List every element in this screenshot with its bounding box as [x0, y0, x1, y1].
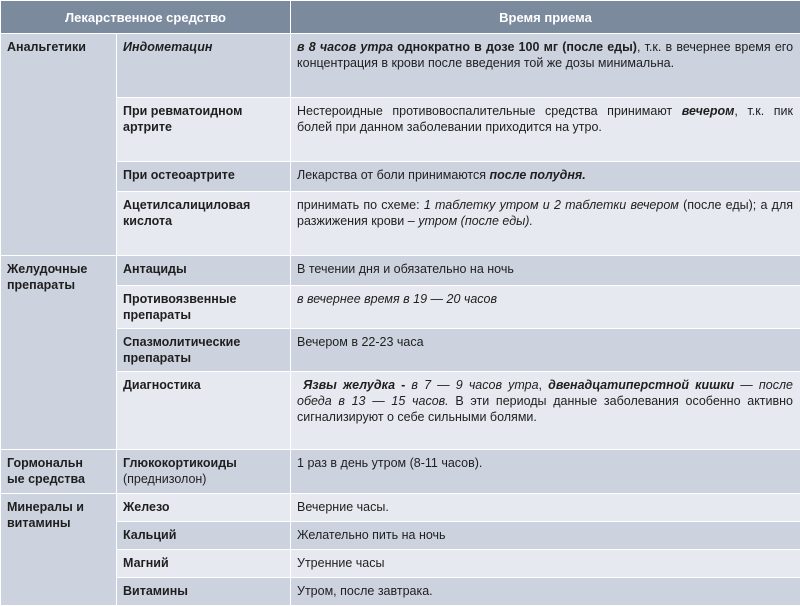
table-row [1, 192, 800, 256]
table-row [1, 162, 800, 192]
table-row [1, 578, 800, 606]
time-part: — после обеда в 13 — 15 часов. [297, 378, 793, 408]
drug-indomethacin [117, 34, 291, 98]
time-antiulcer [291, 286, 800, 329]
drug-name: Индометацин [123, 40, 212, 54]
time-oa [291, 162, 800, 192]
time-calcium: Желательно пить на ночь [291, 522, 800, 550]
group-hormonal [1, 450, 117, 494]
time-part: , [539, 378, 549, 392]
drug-spasmolytic: Спазмолитические препараты [117, 329, 291, 372]
table-row [1, 286, 800, 329]
table-row [1, 34, 800, 98]
drug-aspirin: Ацетилсалициловая кислота [117, 192, 291, 256]
time-indomethacin [291, 34, 800, 98]
table-row [1, 256, 800, 286]
table-row [1, 450, 800, 494]
drug-note: (преднизолон) [123, 472, 206, 486]
time-part: Лекарства от боли принимаются [297, 168, 489, 182]
time-diagnostics [291, 372, 800, 450]
time-part: (после еды); а для разжижения крови – [297, 198, 793, 228]
time-part: в 8 часов утра [297, 40, 393, 54]
time-part: однократно в дозе 100 мг (после еды) [393, 40, 637, 54]
time-part: В эти периоды данные заболевания особенно активно сигнализируют о себе сильными болями. [297, 394, 793, 424]
time-glucocorticoids: 1 раз в день утром (8-11 часов). [291, 450, 800, 494]
drug-antacids: Антациды [117, 256, 291, 286]
time-part: двенадцатиперстной кишки [548, 378, 734, 392]
time-part: - [395, 378, 411, 392]
time-part: 1 таблетку утром и 2 таблетки вечером [424, 198, 679, 212]
time-part: , т.к. пик болей при данном заболевании приходится на утро. [297, 104, 793, 134]
time-part: принимать по схеме: [297, 198, 424, 212]
time-magnesium: Утренние часы [291, 550, 800, 578]
drug-magnesium: Магний [117, 550, 291, 578]
table-row [1, 550, 800, 578]
drug-vitamins: Витамины [117, 578, 291, 606]
time-part: вечером [682, 104, 735, 118]
time-iron: Вечерние часы. [291, 494, 800, 522]
time-antacids: В течении дня и обязательно на ночь [291, 256, 800, 286]
drug-ra: При ревматоидном артрите [117, 98, 291, 162]
table-row [1, 522, 800, 550]
time-part: Нестероидные противовоспалительные средства принимают [297, 104, 682, 118]
table-row [1, 329, 800, 372]
table-row [1, 372, 800, 450]
table-row [1, 494, 800, 522]
group-label-part: Гормональн [7, 456, 83, 470]
time-spasmolytic: Вечером в 22-23 часа [291, 329, 800, 372]
time-part: Язвы желудка [303, 378, 395, 392]
time-part: утром (после еды). [418, 214, 533, 228]
drug-name: Глюкокортикоиды [123, 456, 237, 470]
group-label-part: ые средства [7, 472, 85, 486]
drug-antiulcer: Противоязвенные препараты [117, 286, 291, 329]
time-ra [291, 98, 800, 162]
group-analgesics: Анальгетики [1, 34, 117, 256]
time-part: в вечернее время в 19 — 20 часов [297, 292, 497, 306]
drug-calcium: Кальций [117, 522, 291, 550]
header-time: Время приема [291, 1, 800, 34]
drug-iron: Железо [117, 494, 291, 522]
time-part: после полудня. [490, 168, 586, 182]
time-part: , т.к. в вечернее время его концентрация в крови после введения той же дозы минимальна. [297, 40, 793, 70]
table-row [1, 98, 800, 162]
group-minerals: Минералы и витамины [1, 494, 117, 606]
header-row [1, 1, 800, 34]
time-aspirin [291, 192, 800, 256]
header-drug: Лекарственное средство [1, 1, 291, 34]
time-vitamins: Утром, после завтрака. [291, 578, 800, 606]
time-part: в 7 — 9 часов утра [411, 378, 538, 392]
drug-oa: При остеоартрите [117, 162, 291, 192]
drug-diagnostics: Диагностика [117, 372, 291, 450]
group-gastric: Желудочные препараты [1, 256, 117, 450]
drug-glucocorticoids [117, 450, 291, 494]
